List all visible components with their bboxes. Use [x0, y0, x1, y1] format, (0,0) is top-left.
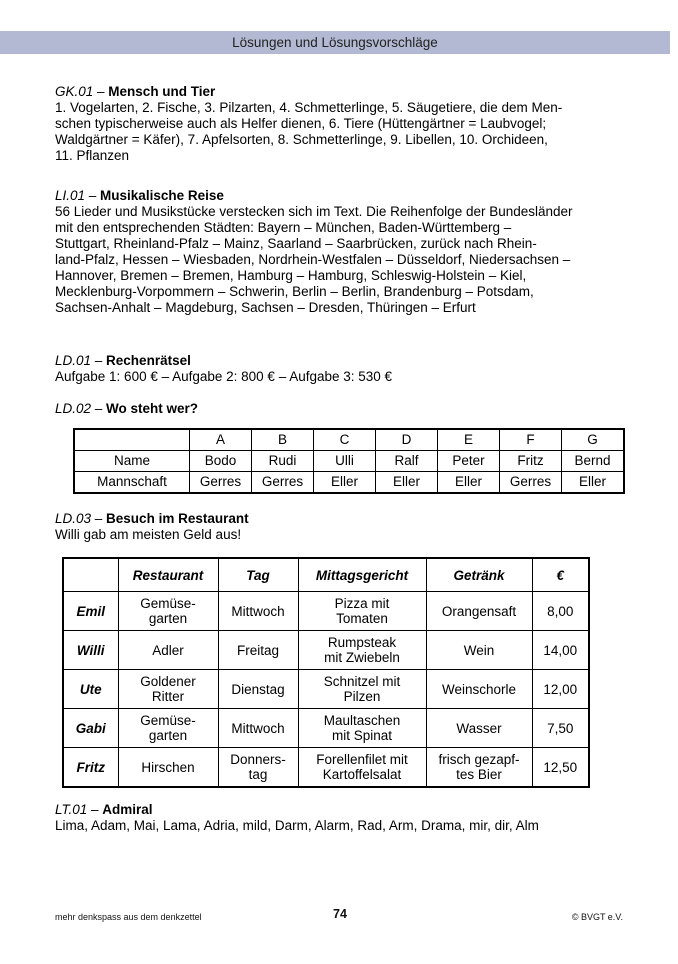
section-code: LD.02 — [55, 401, 92, 416]
table-row-label-cell: Name — [74, 451, 190, 472]
table-header-cell — [63, 558, 118, 592]
table-row — [63, 709, 589, 748]
table-row — [63, 592, 589, 631]
table-cell: Goldener Ritter — [118, 670, 218, 709]
table-row-label-cell: Emil — [63, 592, 118, 631]
table-cell: Orangensaft — [426, 592, 532, 631]
section-title: Mensch und Tier — [108, 84, 216, 99]
positions-table — [73, 428, 625, 494]
table-cell: Pizza mit Tomaten — [298, 592, 426, 631]
table-cell: Wein — [426, 631, 532, 670]
heading-separator: – — [87, 802, 103, 817]
page-footer — [55, 907, 625, 923]
table-header-cell: C — [314, 429, 376, 451]
table-cell: Freitag — [218, 631, 298, 670]
section-gk01 — [55, 84, 627, 164]
table-cell: Fritz — [500, 451, 562, 472]
table-header-row — [74, 429, 624, 451]
section-lt01 — [55, 802, 627, 834]
section-body: 1. Vogelarten, 2. Fische, 3. Pilzarten, 4. Schmetterlinge, 5. Säugetiere, die dem Men- schen typischerweise auch als Helfer dienen, 6. Tiere (Hüttengärtner = Laubvogel; Waldgärtner = Käfer), 7. Apfelsorten, 8. Schmetterlinge, 9. Libellen, 10. Orchideen, 11. Pflanzen — [55, 100, 563, 163]
table-header-cell: B — [252, 429, 314, 451]
table-cell: Eller — [438, 472, 500, 494]
section-code: LD.03 — [55, 511, 92, 526]
table-cell: Eller — [562, 472, 625, 494]
section-heading — [55, 353, 627, 369]
table-row — [63, 670, 589, 709]
table-cell: Rudi — [252, 451, 314, 472]
table-cell: Ralf — [376, 451, 438, 472]
section-body: Aufgabe 1: 600 € – Aufgabe 2: 800 € – Aufgabe 3: 530 € — [55, 369, 393, 384]
table-header-cell: Getränk — [426, 558, 532, 592]
heading-separator: – — [93, 84, 109, 99]
table-header-cell: € — [532, 558, 589, 592]
restaurant-table — [62, 557, 590, 788]
table-cell: Gerres — [252, 472, 314, 494]
table-row-label-cell: Ute — [63, 670, 118, 709]
table-cell: 12,00 — [532, 670, 589, 709]
table-header-cell: Tag — [218, 558, 298, 592]
table-cell: Weinschorle — [426, 670, 532, 709]
table-cell: Gemüse- garten — [118, 709, 218, 748]
table-cell: Mittwoch — [218, 592, 298, 631]
table-row-label-cell: Fritz — [63, 748, 118, 788]
section-title: Admiral — [102, 802, 153, 817]
section-heading — [55, 802, 627, 818]
table-cell: 14,00 — [532, 631, 589, 670]
section-code: LD.01 — [55, 353, 92, 368]
table-cell: Gerres — [190, 472, 252, 494]
table-row-label-cell: Willi — [63, 631, 118, 670]
page-number: 74 — [333, 907, 347, 921]
section-title: Musikalische Reise — [100, 188, 224, 203]
section-heading — [55, 84, 627, 100]
section-ld03 — [55, 511, 627, 788]
table-cell: Peter — [438, 451, 500, 472]
table-header-cell: G — [562, 429, 625, 451]
section-ld02 — [55, 401, 627, 494]
table-cell: Schnitzel mit Pilzen — [298, 670, 426, 709]
table-header-cell: Restaurant — [118, 558, 218, 592]
table-cell: Bodo — [190, 451, 252, 472]
table-row-label-cell: Gabi — [63, 709, 118, 748]
section-title: Besuch im Restaurant — [106, 511, 249, 526]
section-li01 — [55, 188, 627, 316]
table-header-row — [63, 558, 589, 592]
table-cell: Ulli — [314, 451, 376, 472]
table-cell: Dienstag — [218, 670, 298, 709]
table-header-cell — [74, 429, 190, 451]
table-header-cell: A — [190, 429, 252, 451]
section-title: Wo steht wer? — [106, 401, 199, 416]
table-cell: Hirschen — [118, 748, 218, 788]
table-header-cell: E — [438, 429, 500, 451]
section-code: LI.01 — [55, 188, 86, 203]
heading-separator: – — [91, 511, 107, 526]
section-body: Willi gab am meisten Geld aus! — [55, 527, 242, 542]
section-code: LT.01 — [55, 802, 88, 817]
section-heading — [55, 511, 627, 527]
table-row — [74, 472, 624, 494]
table-cell: Mittwoch — [218, 709, 298, 748]
section-heading — [55, 401, 627, 417]
table-header-cell: F — [500, 429, 562, 451]
section-code: GK.01 — [55, 84, 94, 99]
table-row — [63, 748, 589, 788]
table-row — [74, 451, 624, 472]
table-cell: Maultaschen mit Spinat — [298, 709, 426, 748]
table-cell: frisch gezapf- tes Bier — [426, 748, 532, 788]
table-cell: Rumpsteak mit Zwiebeln — [298, 631, 426, 670]
section-body: Lima, Adam, Mai, Lama, Adria, mild, Darm, Alarm, Rad, Arm, Drama, mir, dir, Alm — [55, 818, 539, 833]
table-cell: Donners- tag — [218, 748, 298, 788]
section-ld01 — [55, 353, 627, 385]
table-row-label-cell: Mannschaft — [74, 472, 190, 494]
table-cell: Forellenfilet mit Kartoffelsalat — [298, 748, 426, 788]
table-cell: 8,00 — [532, 592, 589, 631]
footer-tagline: mehr denkspass aus dem denkzettel — [55, 912, 202, 922]
table-cell: Eller — [314, 472, 376, 494]
heading-separator: – — [91, 401, 107, 416]
table-cell: Bernd — [562, 451, 625, 472]
section-title: Rechenrätsel — [106, 353, 191, 368]
table-row — [63, 631, 589, 670]
section-heading — [55, 188, 627, 204]
heading-separator: – — [85, 188, 101, 203]
table-header-cell: D — [376, 429, 438, 451]
section-body: 56 Lieder und Musikstücke verstecken sich im Text. Die Reihenfolge der Bundesländer mit den entsprechenden Städten: Bayern – München, Baden-Württemberg – Stuttgart, Rheinland-Pfalz – Mainz, Saarland – Saarbrücken, zurück nach Rhein- land-Pfalz, Hessen – Wiesbaden, Nordrhein-Westfalen – Düsseldorf, Niedersachsen – Hannover, Bremen – Bremen, Hamburg – Hamburg, Schleswig-Holstein – Kiel, Mecklenburg-Vorpommern – Schwerin, Berlin – Berlin, Brandenburg – Potsdam, Sachsen-Anhalt – Magdeburg, Sachsen – Dresden, Thüringen – Erfurt — [55, 204, 573, 315]
table-cell: Gemüse- garten — [118, 592, 218, 631]
table-cell: Eller — [376, 472, 438, 494]
table-header-cell: Mittagsgericht — [298, 558, 426, 592]
footer-copyright: © BVGT e.V. — [571, 912, 623, 922]
table-cell: Adler — [118, 631, 218, 670]
table-cell: 12,50 — [532, 748, 589, 788]
table-cell: Gerres — [500, 472, 562, 494]
banner-title: Lösungen und Lösungsvorschläge — [232, 35, 438, 50]
page-header-banner — [0, 31, 670, 54]
heading-separator: – — [91, 353, 107, 368]
table-cell: 7,50 — [532, 709, 589, 748]
table-cell: Wasser — [426, 709, 532, 748]
